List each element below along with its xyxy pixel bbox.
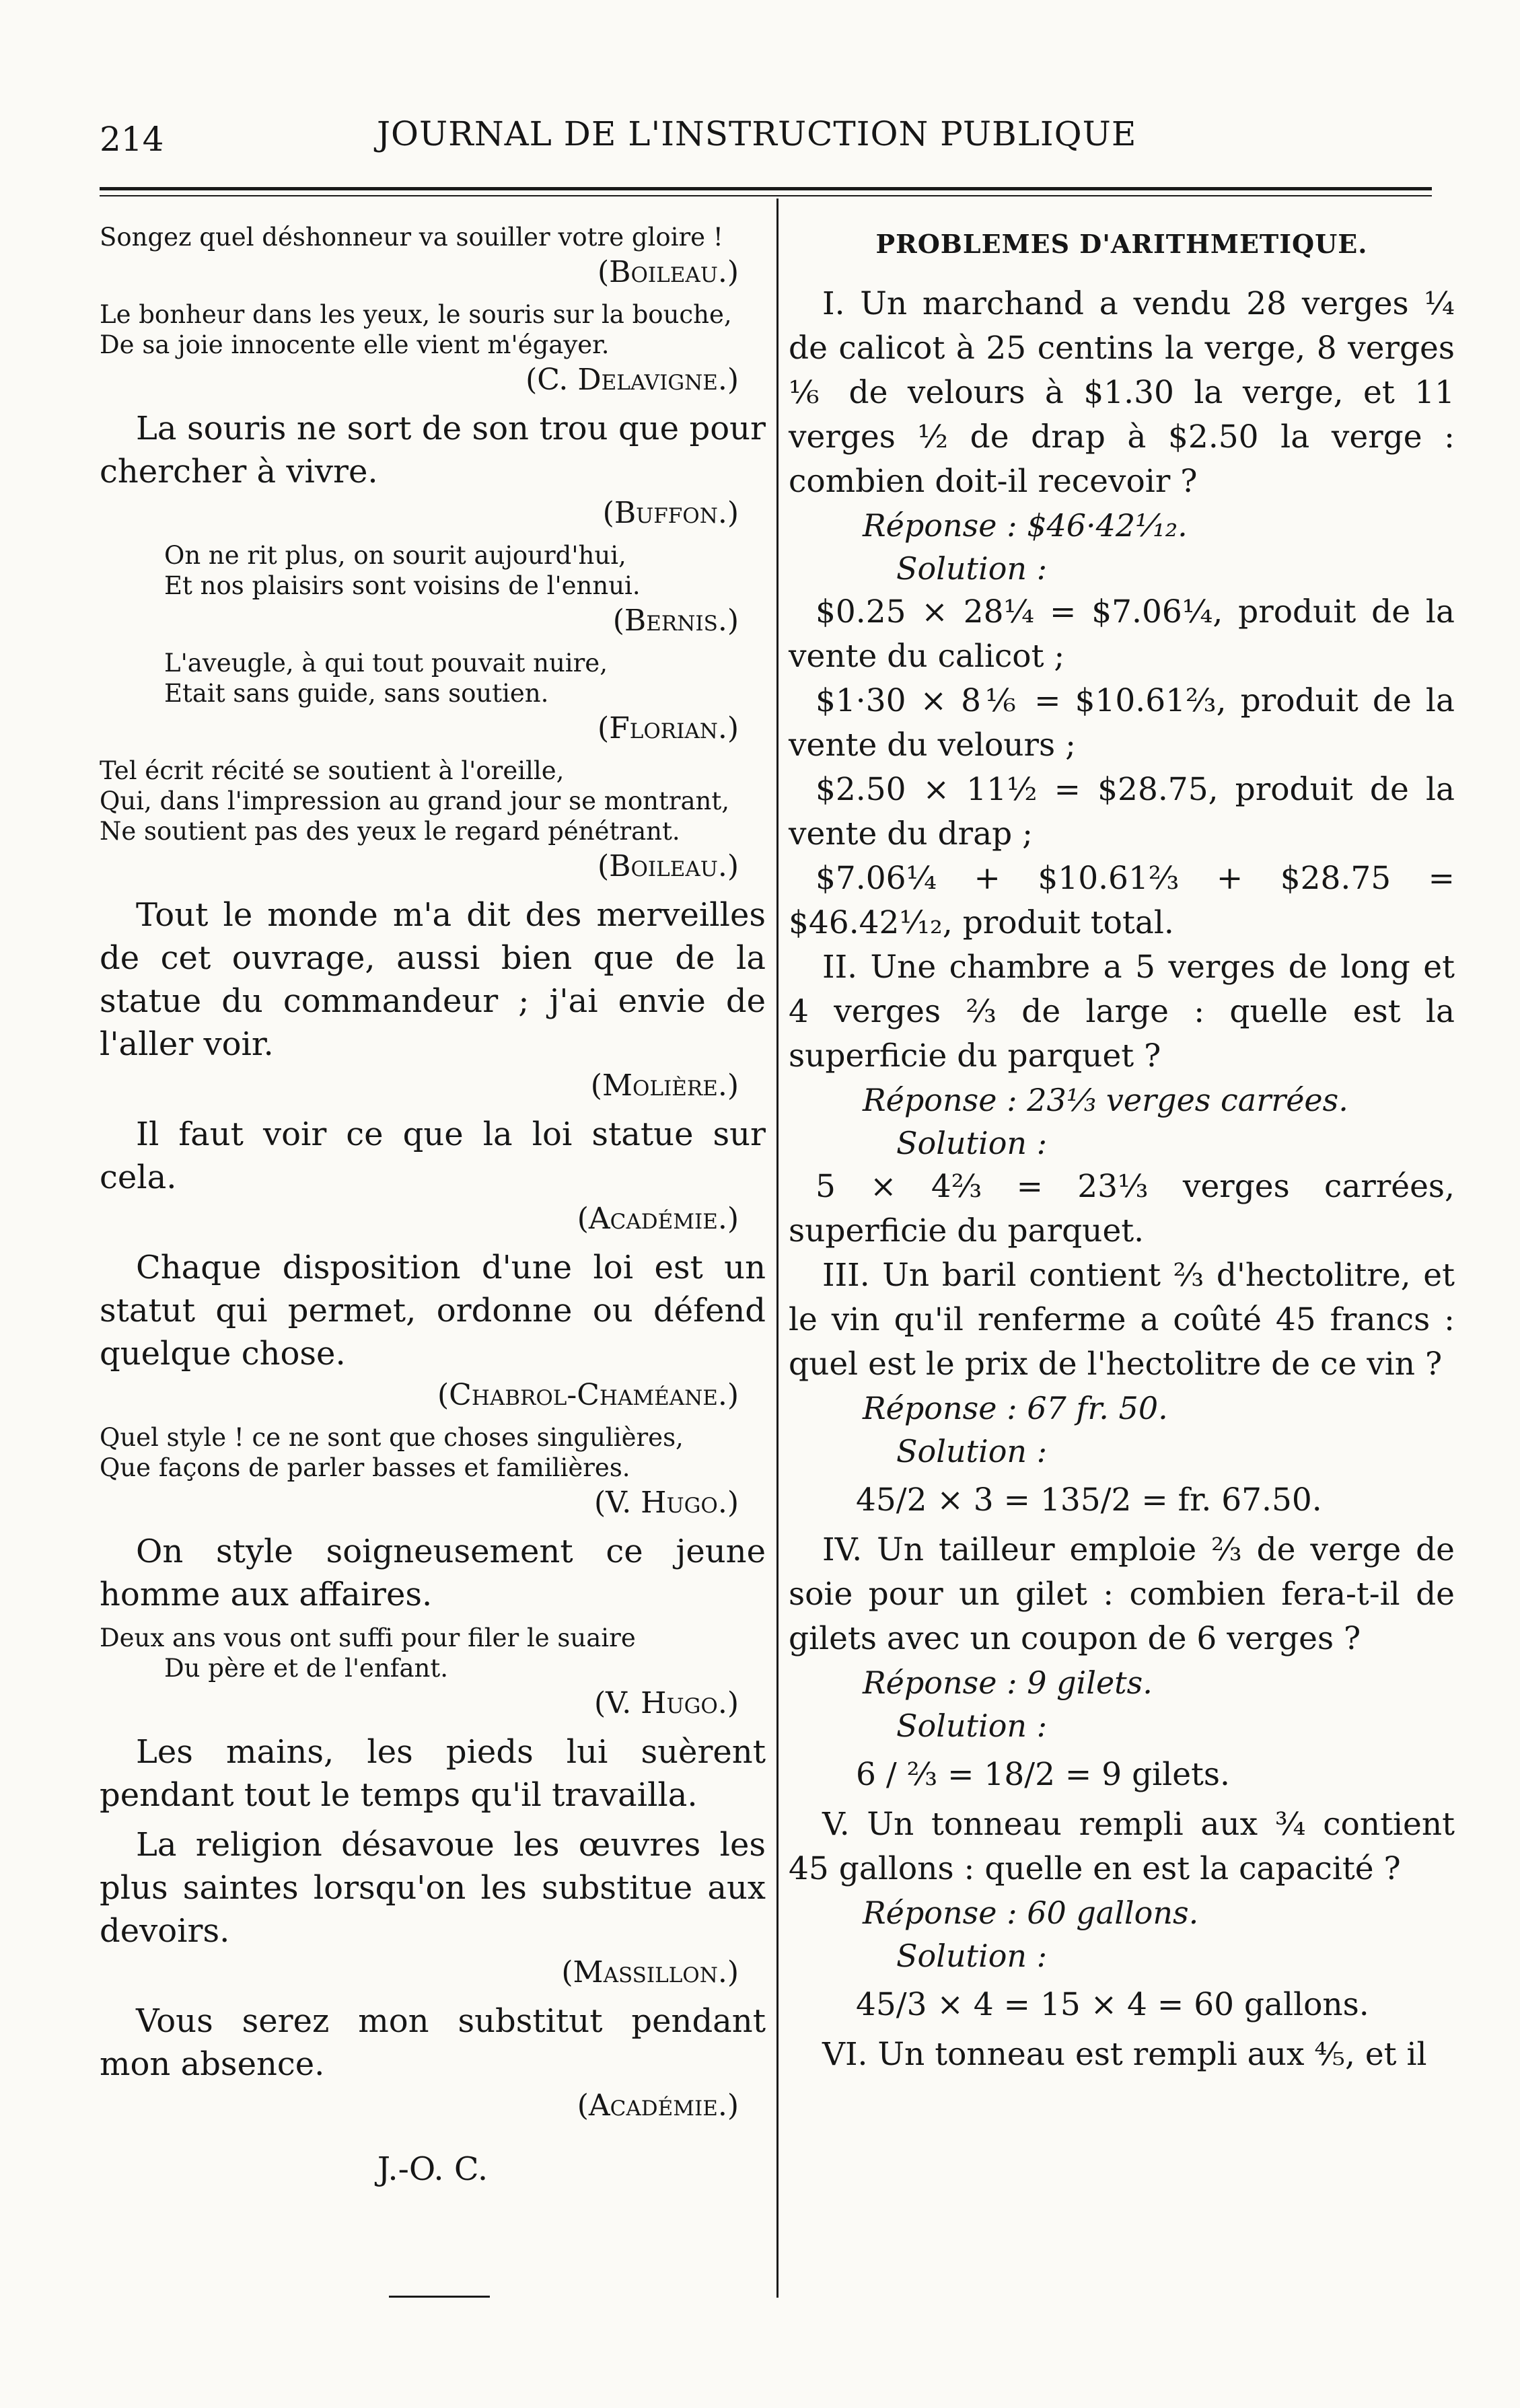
left-column	[100, 222, 766, 2298]
quote-line: De sa joie innocente elle vient m'égayer.	[100, 330, 610, 359]
problem-question: I. Un marchand a vendu 28 verges ¼ de calicot à 25 centins la verge, 8 verges ⅙ de velours à $1.30 la verge, et 11 verges ½ de drap à $2.50 la verge : combien doit-il recevoir ?	[789, 285, 1455, 500]
calculation-line: $2.50 × 11½ = $28.75, produit de la vente du drap ;	[789, 771, 1455, 852]
problem-5	[789, 1802, 1455, 2027]
quote-attribution: (Bernis.)	[612, 604, 739, 638]
quote-attribution: (Florian.)	[598, 711, 739, 745]
problem-solution-label: Solution :	[896, 1433, 1048, 1469]
right-column	[789, 222, 1455, 2077]
quote	[100, 2000, 766, 2126]
quote	[100, 893, 766, 1106]
quote-text: La religion désavoue les œuvres les plus saintes lorsqu'on les substitue aux devoirs.	[100, 1826, 766, 1950]
quote-line: On ne rit plus, on sourit aujourd'hui,	[164, 541, 626, 570]
problem-2	[789, 945, 1455, 1253]
problem-3	[789, 1253, 1455, 1523]
problem-solution-label: Solution :	[896, 1125, 1048, 1161]
formula: 6 / ⅔ = 18/2 = 9 gilets.	[856, 1756, 1230, 1793]
quote	[100, 299, 766, 400]
quote	[100, 1623, 766, 1724]
problem-answer: Réponse : $46·42¹⁄₁₂.	[863, 507, 1188, 544]
quote	[100, 222, 766, 293]
quote-text: Vous serez mon substitut pendant mon absence.	[100, 2002, 766, 2083]
quote	[100, 1246, 766, 1416]
problem-6	[789, 2033, 1455, 2077]
quote-line: Deux ans vous ont suffi pour filer le suaire	[100, 1623, 636, 1652]
quote-text: Chaque disposition d'une loi est un statut qui permet, ordonne ou défend quelque chose.	[100, 1249, 766, 1373]
quote-attribution: (C. Delavigne.)	[526, 363, 739, 397]
quote	[100, 407, 766, 534]
quote-line: Le bonheur dans les yeux, le souris sur la bouche,	[100, 300, 732, 329]
running-title: JOURNAL DE L'INSTRUCTION PUBLIQUE	[377, 114, 1137, 153]
problem-solution-label: Solution :	[896, 1708, 1048, 1744]
quote-line: Tel écrit récité se soutient à l'oreille,	[100, 756, 565, 785]
calculation-line: $1·30 × 8⅙ = $10.61⅔, produit de la vente du velours ;	[789, 682, 1455, 764]
quote-attribution: (Boileau.)	[597, 255, 739, 289]
problem-answer: Réponse : 9 gilets.	[863, 1665, 1153, 1701]
formula: 45/2 × 3 = 135/2 = fr. 67.50.	[856, 1482, 1322, 1519]
quote-line: Que façons de parler basses et familières.	[100, 1453, 630, 1482]
signature: J.-O. C.	[377, 2150, 488, 2188]
quote	[100, 1422, 766, 1523]
problem-4	[789, 1528, 1455, 1797]
quote-line: Etait sans guide, sans soutien.	[164, 679, 549, 708]
quote-attribution: (V. Hugo.)	[593, 1686, 739, 1720]
problem-solution-label: Solution :	[896, 1938, 1048, 1974]
calculation-line: 5 × 4⅔ = 23⅓ verges carrées, superficie du parquet.	[789, 1168, 1455, 1249]
quote-text: Les mains, les pieds lui suèrent pendant tout le temps qu'il travailla.	[100, 1733, 766, 1814]
calculation-line: $7.06¼ + $10.61⅔ + $28.75 = $46.42¹⁄₁₂, produit total.	[789, 860, 1455, 941]
quote-attribution: (Chabrol-Chaméane.)	[437, 1378, 739, 1412]
problem-answer: Réponse : 23⅓ verges carrées.	[863, 1082, 1348, 1118]
quote-line: Quel style ! ce ne sont que choses singulières,	[100, 1423, 684, 1452]
column-divider	[776, 198, 779, 2298]
quote-text: Tout le monde m'a dit des merveilles de cet ouvrage, aussi bien que de la statue du commandeur ; j'ai envie de l'aller voir.	[100, 896, 766, 1063]
quote	[100, 756, 766, 887]
quote-attribution: (Molière.)	[590, 1068, 739, 1103]
quote-attribution: (Buffon.)	[602, 496, 739, 530]
quote	[100, 1730, 766, 1817]
page-number: 214	[100, 120, 164, 159]
quote-text: La souris ne sort de son trou que pour chercher à vivre.	[100, 410, 766, 490]
problem-question: VI. Un tonneau est rempli aux ⅘, et il	[822, 2036, 1427, 2073]
quote	[100, 1113, 766, 1239]
problem-question: V. Un tonneau rempli aux ¾ contient 45 gallons : quelle en est la capacité ?	[789, 1806, 1455, 1887]
quote-line: Et nos plaisirs sont voisins de l'ennui.	[164, 571, 641, 600]
quote-attribution: (Boileau.)	[597, 849, 739, 883]
quote-text: Il faut voir ce que la loi statue sur cela.	[100, 1116, 766, 1196]
quote-line: Ne soutient pas des yeux le regard pénétrant.	[100, 817, 680, 846]
problem-solution-label: Solution :	[896, 550, 1048, 587]
quote-attribution: (V. Hugo.)	[593, 1486, 739, 1520]
quote-line: Du père et de l'enfant.	[164, 1654, 448, 1683]
quote-attribution: (Massillon.)	[561, 1955, 739, 1990]
quote-attribution: (Académie.)	[577, 1202, 739, 1236]
problem-question: III. Un baril contient ⅔ d'hectolitre, et le vin qu'il renferme a coûté 45 francs : quel est le prix de l'hectolitre de ce vin ?	[789, 1257, 1455, 1383]
calculation-line: $0.25 × 28¼ = $7.06¼, produit de la vente du calicot ;	[789, 593, 1455, 675]
header-rule	[100, 187, 1432, 190]
quote-line: L'aveugle, à qui tout pouvait nuire,	[164, 649, 608, 678]
problem-question: II. Une chambre a 5 verges de long et 4 verges ⅔ de large : quelle est la superficie du parquet ?	[789, 949, 1455, 1074]
quote	[100, 540, 766, 641]
problem-question: IV. Un tailleur emploie ⅔ de verge de soie pour un gilet : combien fera-t-il de gilets avec un coupon de 6 verges ?	[789, 1531, 1455, 1657]
quote	[100, 648, 766, 749]
quote	[100, 1823, 766, 1993]
section-heading: PROBLEMES D'ARITHMETIQUE.	[875, 229, 1368, 259]
header-rule-thin	[100, 195, 1432, 196]
quote-text: On style soigneusement ce jeune homme aux affaires.	[100, 1533, 766, 1613]
quote	[100, 1530, 766, 1616]
problem-answer: Réponse : 67 fr. 50.	[863, 1390, 1168, 1426]
quote-text: Songez quel déshonneur va souiller votre gloire !	[100, 223, 723, 252]
quote-line: Qui, dans l'impression au grand jour se montrant,	[100, 787, 730, 815]
formula: 45/3 × 4 = 15 × 4 = 60 gallons.	[856, 1986, 1369, 2023]
quote-attribution: (Académie.)	[577, 2088, 739, 2123]
problem-1	[789, 282, 1455, 945]
problem-answer: Réponse : 60 gallons.	[863, 1895, 1199, 1931]
end-rule	[389, 2296, 490, 2298]
